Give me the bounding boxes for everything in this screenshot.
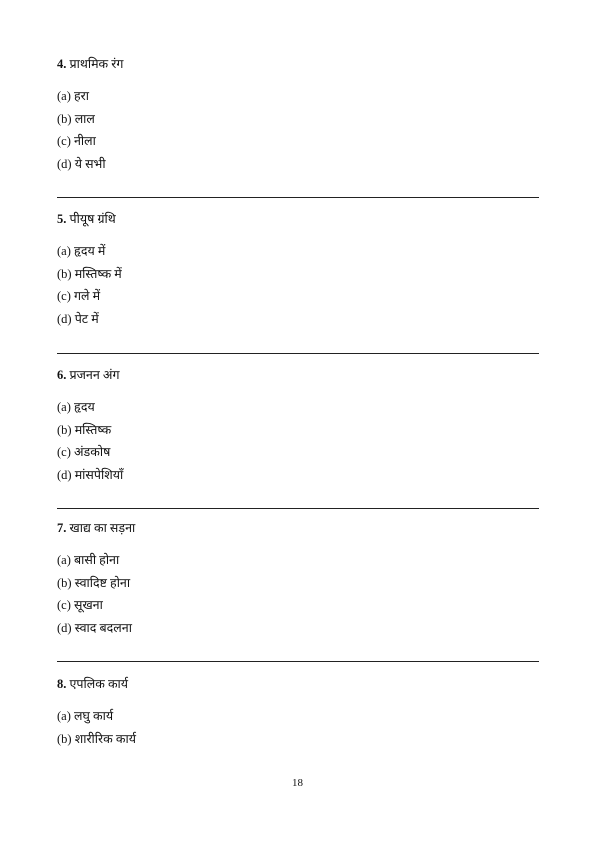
question-4 [57, 56, 539, 179]
question-number: 7. [57, 521, 67, 535]
question-text: खाद्य का सड़ना [69, 521, 136, 535]
question-7 [57, 520, 539, 643]
question-number: 8. [57, 677, 67, 691]
divider [57, 508, 539, 509]
option-c: (c) सूखना [57, 598, 103, 613]
option-b: (b) मस्तिष्क [57, 422, 112, 437]
option-c: (c) गले में [57, 289, 101, 304]
option-b: (b) मस्तिष्क में [57, 266, 122, 281]
option-c: (c) अंडकोष [57, 445, 111, 460]
divider [57, 661, 539, 662]
option-a: (a) हृदय में [57, 244, 106, 258]
option-d: (d) पेट में [57, 312, 99, 327]
question-text: प्राथमिक रंग [69, 57, 124, 71]
option-d: (d) स्वाद बदलना [57, 621, 132, 636]
question-number: 5. [57, 212, 67, 226]
question-text: प्रजनन अंग [69, 368, 120, 382]
option-b: (b) लाल [57, 111, 95, 126]
option-a: (a) हरा [57, 89, 89, 103]
divider [57, 353, 539, 354]
question-title [57, 676, 539, 692]
question-title [57, 367, 539, 383]
option-a: (a) हृदय [57, 400, 95, 414]
page-number: 18 [292, 777, 303, 789]
question-number: 4. [57, 57, 67, 71]
option-c: (c) नीला [57, 134, 96, 149]
question-6 [57, 367, 539, 490]
question-title [57, 520, 539, 536]
option-a: (a) बासी होना [57, 553, 120, 567]
question-text: पीयूष ग्रंथि [69, 212, 116, 226]
divider [57, 197, 539, 198]
question-number: 6. [57, 368, 67, 382]
question-text: एपलिक कार्य [69, 677, 129, 691]
question-title [57, 211, 539, 227]
question-5 [57, 211, 539, 334]
option-b: (b) शारीरिक कार्य [57, 731, 136, 746]
question-8 [57, 676, 539, 753]
question-title [57, 56, 539, 72]
option-d: (d) ये सभी [57, 157, 106, 172]
option-b: (b) स्वादिष्ट होना [57, 575, 131, 590]
option-d: (d) मांसपेशियाँ [57, 468, 124, 483]
option-a: (a) लघु कार्य [57, 709, 114, 723]
